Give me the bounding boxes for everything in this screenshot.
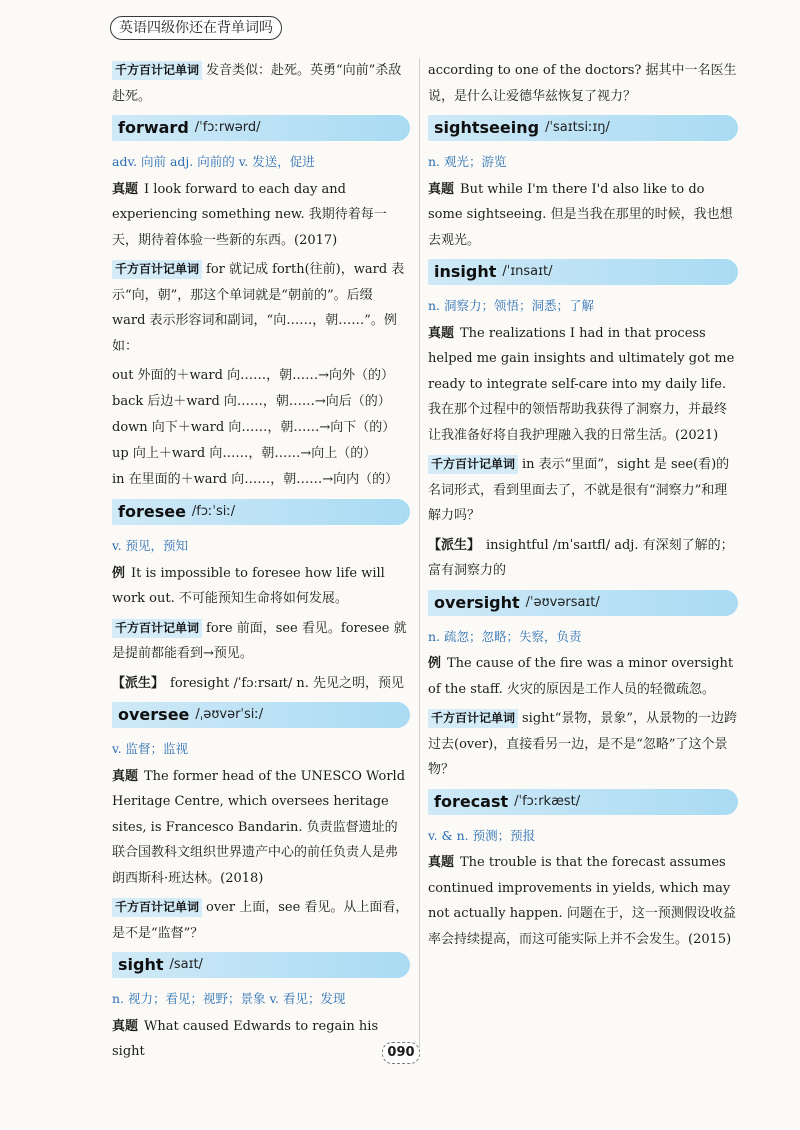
part-of-speech: n. 视力；看见；视野；景象 v. 看见；发现: [112, 991, 346, 1006]
memo: [112, 616, 410, 667]
column-divider: [419, 58, 420, 1048]
headword: oversight: [434, 592, 520, 612]
example: [112, 764, 410, 892]
derive-text: insightful /ɪnˈsaɪtfl/ adj. 有深刻了解的；富有洞察力的: [428, 537, 734, 578]
memo-text: fore 前面，see 看见。foresee 就是提前都能看到→预见。: [112, 620, 407, 661]
phonetic: /ˈɪnsaɪt/: [502, 264, 553, 280]
pattern-line: up 向上＋ward 向……，朝……→向上（的）: [112, 446, 377, 461]
example-label: 例: [428, 656, 442, 671]
example: [112, 177, 410, 254]
example-label: 真题: [112, 181, 139, 197]
right-column: [428, 58, 738, 956]
memo-text: sight“景物，景象”，从景物的一边跨过去(over)，直接看另一边，是不是“忽略”了这个景物？: [428, 711, 738, 777]
example-text: I look forward to each day and experiencing something new. 我期待着每一天，期待着体验一些新的东西。(2017): [112, 181, 387, 248]
pattern-line: in 在里面的＋ward 向……，朝……→向内（的）: [112, 472, 399, 487]
memo-tag: 千方百计记单词: [112, 898, 202, 917]
derivative: [112, 671, 410, 697]
book-title-tag: 英语四级你还在背单词吗: [110, 16, 282, 40]
memo-text: in 表示“里面”，sight 是 see(看)的名词形式，看到里面去了，不就是很有“洞察力”和理解力吗？: [428, 457, 730, 523]
example-text: The cause of the fire was a minor oversight of the staff. 火灾的原因是工作人员的轻微疏忽。: [428, 656, 734, 697]
example-text: The realizations I had in that process helped me gain insights and ultimately got me ready to integrate self-care into my daily life. 我在那个过程中的领悟帮助我获得了洞察力，并最终让我准备好将自我护理融入我的日常生活。(2021): [428, 325, 735, 443]
pattern-line: down 向下＋ward 向……，朝……→向下（的）: [112, 420, 396, 435]
derive-label: 【派生】: [428, 537, 481, 553]
page-number: 090: [382, 1042, 420, 1064]
phonetic: /saɪt/: [169, 957, 203, 973]
example-label: 真题: [428, 325, 455, 341]
example-label: 真题: [112, 768, 139, 784]
example-label: 例: [112, 565, 126, 581]
phonetic: /ˌəʊvərˈsiː/: [195, 707, 264, 723]
left-column: [112, 58, 410, 1069]
example: [428, 321, 738, 449]
example: [112, 561, 410, 612]
headword: foresee: [118, 502, 186, 522]
headword: oversee: [118, 705, 190, 725]
derivative: [428, 533, 738, 584]
word-header-foresee: [112, 499, 410, 525]
example: [112, 1014, 410, 1065]
example-text: It is impossible to foresee how life will work out. 不可能预知生命将如何发展。: [112, 565, 385, 606]
word-header-forward: [112, 115, 410, 141]
memo-tag: 千方百计记单词: [428, 455, 518, 474]
phonetic: /fɔːˈsiː/: [191, 504, 236, 520]
memo-tag: 千方百计记单词: [428, 709, 518, 728]
memo-text: for 就记成 forth(往前)，ward 表示“向，朝”，那这个单词就是“朝前的”。后缀 ward 表示形容词和副词，“向……，朝……”。例如：: [112, 262, 405, 354]
word-header-oversee: [112, 702, 410, 728]
part-of-speech: v. 监督；监视: [112, 741, 189, 756]
example: [428, 651, 738, 702]
part-of-speech: n. 洞察力；领悟；洞悉；了解: [428, 298, 594, 313]
memo-tag: 千方百计记单词: [112, 61, 202, 80]
part-of-speech: adv. 向前 adj. 向前的 v. 发送，促进: [112, 154, 315, 169]
headword: sight: [118, 955, 164, 975]
example-text: The trouble is that the forecast assumes continued improvements in yields, which may not actually happen. 问题在于，这一预测假设收益率会持续提高，而这可能实际上并不会发生。(2015): [428, 855, 736, 947]
memo: [428, 452, 738, 529]
phonetic: /ˈəʊvərsaɪt/: [525, 594, 600, 610]
example-label: 真题: [428, 855, 455, 870]
example-continued: according to one of the doctors? 据其中一名医生说，是什么让爱德华兹恢复了视力？: [428, 63, 737, 104]
example: [428, 850, 738, 952]
word-header-insight: [428, 259, 738, 285]
example: [428, 177, 738, 254]
part-of-speech: v. & n. 预测；预报: [428, 827, 536, 843]
memo-tag: 千方百计记单词: [112, 619, 202, 638]
example-label: 真题: [112, 1018, 139, 1034]
memo: [112, 895, 410, 946]
example-label: 真题: [428, 181, 455, 197]
memo-text: 发音类似：赴死。英勇“向前”杀敌赴死。: [112, 63, 402, 104]
example-text: What caused Edwards to regain his sight: [112, 1018, 379, 1059]
headword: insight: [434, 262, 497, 282]
example-text: But while I'm there I'd also like to do some sightseeing. 但是当我在那里的时候，我也想去观光。: [428, 181, 733, 248]
word-header-sightseeing: [428, 115, 738, 141]
pattern-line: back 后边＋ward 向……，朝……→向后（的）: [112, 394, 391, 409]
phonetic: /ˈsaɪtsiːɪŋ/: [545, 120, 610, 136]
word-header-oversight: [428, 590, 738, 616]
memo: [112, 257, 410, 359]
derive-text: foresight /ˈfɔːrsaɪt/ n. 先见之明，预见: [170, 675, 405, 691]
example-text: The former head of the UNESCO World Heritage Centre, which oversees heritage sites, is Francesco Bandarin. 负责监督遗址的联合国教科文组织世界遗产中心的前任负责人是弗朗西斯科·班达林。(2018): [112, 768, 406, 886]
phonetic: /ˈfɔːrwərd/: [194, 120, 261, 136]
headword: forecast: [434, 791, 509, 811]
headword: forward: [118, 118, 189, 138]
part-of-speech: n. 观光；游览: [428, 154, 507, 169]
derive-label: 【派生】: [112, 675, 165, 691]
memo: [428, 706, 738, 783]
pattern-line: out 外面的＋ward 向……，朝……→向外（的）: [112, 368, 394, 383]
memo-text: over 上面，see 看见。从上面看，是不是“监督”？: [112, 900, 409, 941]
part-of-speech: n. 疏忽；忽略；失察，负责: [428, 628, 582, 644]
word-header-sight: [112, 952, 410, 978]
headword: sightseeing: [434, 118, 540, 138]
memo-tag: 千方百计记单词: [112, 260, 202, 279]
part-of-speech: v. 预见，预知: [112, 538, 189, 553]
phonetic: /ˈfɔːrkæst/: [514, 793, 581, 809]
word-header-forecast: [428, 789, 738, 815]
intro-memo: [112, 58, 410, 109]
